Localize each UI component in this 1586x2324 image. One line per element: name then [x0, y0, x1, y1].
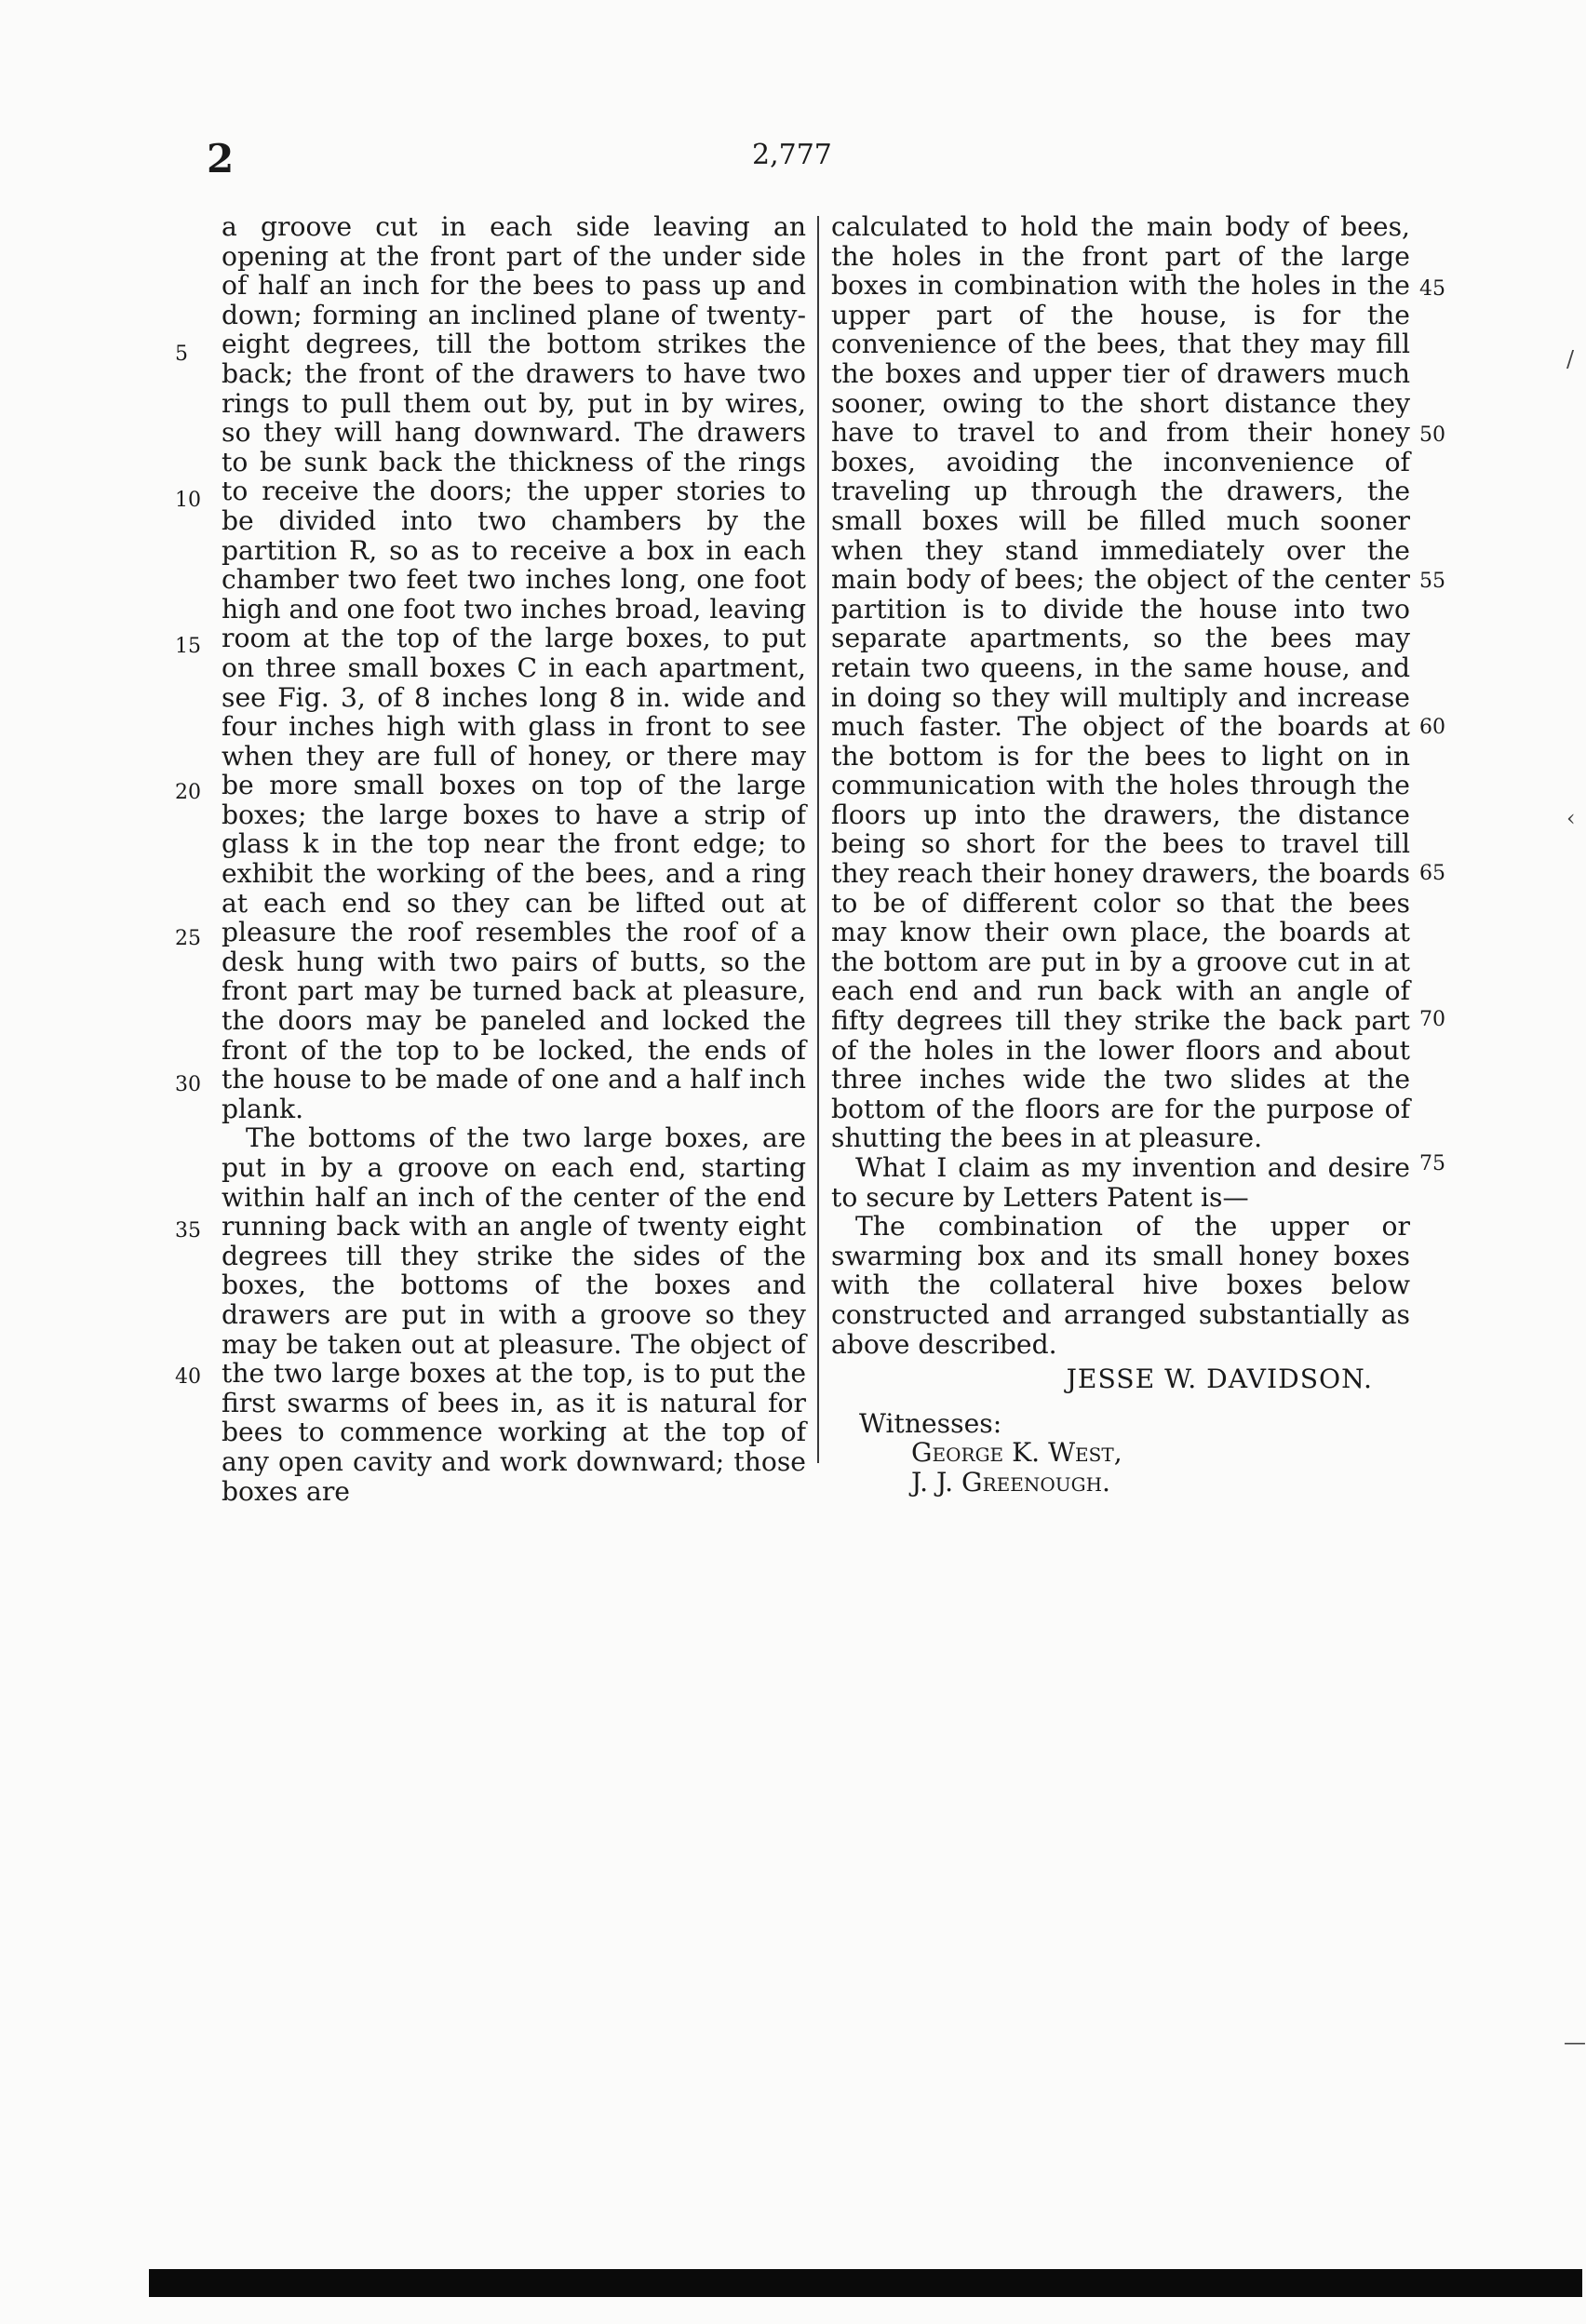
witnesses-label: Witnesses:	[859, 1407, 1002, 1439]
page-number: 2	[207, 136, 235, 181]
claim-text: The combination of the upper or swarming box and its small honey boxes with the collateral hive boxes below constructed and arranged substantially as above described.	[831, 1211, 1410, 1360]
right-column	[831, 212, 1410, 1498]
line-number: 25	[175, 927, 201, 950]
bottom-scan-bar	[149, 2269, 1582, 2297]
left-paragraph-2: The bottoms of the two large boxes, are put in by a groove on each end, starting within half an inch of the center of the end running back with an angle of twenty eight degrees till they strike the sides of the boxes, the bottoms of the boxes and drawers are put in with a groove so they may be taken out at pleasure. The object of the two large boxes at the top, is to put the first swarms of bees in, as it is natural for bees to commence working at the top of any open cavity and work downward; those boxes are	[222, 1122, 806, 1507]
line-number: 65	[1419, 862, 1445, 885]
scan-mark: —	[1564, 2029, 1586, 2055]
line-number: 5	[175, 343, 188, 366]
line-number: 60	[1419, 716, 1445, 739]
line-number: 15	[175, 635, 201, 658]
scan-mark: ‹	[1566, 805, 1576, 831]
witness-name: George K. West,	[911, 1437, 1122, 1469]
patent-number: 2,777	[752, 139, 832, 171]
line-number: 55	[1419, 570, 1445, 593]
line-number: 50	[1419, 423, 1445, 447]
witness-name: J. J. Greenough.	[911, 1466, 1110, 1498]
line-number: 30	[175, 1073, 201, 1096]
line-number: 45	[1419, 277, 1445, 301]
scan-mark: /	[1566, 346, 1575, 372]
column-divider	[817, 216, 819, 1463]
left-column	[222, 212, 806, 1506]
signature: JESSE W. DAVIDSON.	[1066, 1364, 1373, 1395]
line-number: 70	[1419, 1008, 1445, 1031]
line-number: 35	[175, 1219, 201, 1243]
left-paragraph-1: a groove cut in each side leaving an opening at the front part of the under side of half an inch for the bees to pass up and down; forming an inclined plane of twenty-eight degrees, till the bottom strikes the back; the front of the drawers to have two rings to pull them out by, put in by wires, so they will hang downward. The drawers to be sunk back the thickness of the rings to receive the doors; the upper stories to be divided into two chambers by the partition R, so as to receive a box in each chamber two feet two inches long, one foot high and one foot two inches broad, leaving room at the top of the large boxes, to put on three small boxes C in each apartment, see Fig. 3, of 8 inches long 8 in. wide and four inches high with glass in front to see when they are full of honey, or there may be more small boxes on top of the large boxes; the large boxes to have a strip of glass k in the top near the front edge; to exhibit the working of the bees, and a ring at each end so they can be lifted out at pleasure the roof resembles the roof of a desk hung with two pairs of butts, so the front part may be turned back at pleasure, the doors may be paneled and locked the front of the top to be locked, the ends of the house to be made of one and a half inch plank.	[222, 211, 806, 1124]
right-paragraph-1: calculated to hold the main body of bees, the holes in the front part of the large boxes in combination with the holes in the upper part of the house, is for the convenience of the bees, that they may fill the boxes and upper tier of drawers much sooner, owing to the short distance they have to travel to and from their honey boxes, avoiding the inconvenience of traveling up through the drawers, the small boxes will be filled much sooner when they stand immediately over the main body of bees; the object of the center partition is to divide the house into two separate apartments, so the bees may retain two queens, in the same house, and in doing so they will multiply and increase much faster. The object of the boards at the bottom is for the bees to light on in communication with the holes through the floors up into the drawers, the distance being so short for the bees to travel till they reach their honey drawers, the boards to be of different color so that the bees may know their own place, the boards at the bottom are put in by a groove cut in at each end and run back with an angle of fifty degrees till they strike the back part of the holes in the lower floors and about three inches wide the two slides at the bottom of the floors are for the purpose of shutting the bees in at pleasure.	[831, 211, 1410, 1154]
line-number: 10	[175, 489, 201, 512]
line-number: 40	[175, 1365, 201, 1389]
line-number: 75	[1419, 1152, 1445, 1175]
line-number: 20	[175, 781, 201, 804]
claim-intro: What I claim as my invention and desire to secure by Letters Patent is—	[831, 1152, 1410, 1213]
